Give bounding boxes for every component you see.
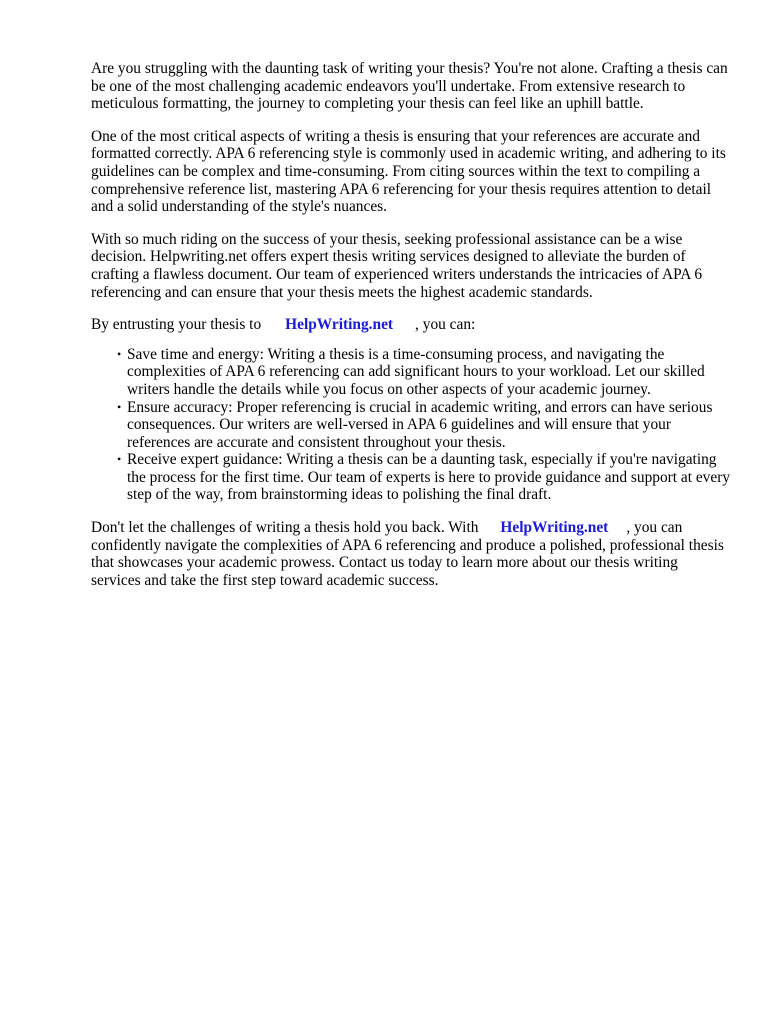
closing-text-before: Don't let the challenges of writing a thesis hold you back. With	[91, 519, 479, 537]
apa-paragraph: One of the most critical aspects of writing a thesis is ensuring that your references are accurate and formatted correctly. APA 6 referencing style is commonly used in academic writing, and adhering to its guidelines can be complex and time-consuming. From citing sources within the text to compiling a comprehensive reference list, mastering APA 6 referencing for your thesis requires attention to detail and a solid understanding of the style's nuances.	[91, 127, 726, 216]
bullet-icon: •	[117, 346, 122, 361]
entrust-text-after: , you can:	[415, 316, 476, 334]
list-item	[117, 345, 731, 399]
bullet-icon: •	[117, 399, 122, 414]
list-item-text: Save time and energy: Writing a thesis is a time-consuming process, and navigating the complexities of APA 6 referencing can add significant hours to your workload. Let our skilled writers handle the details while you focus on other aspects of your academic journey.	[127, 345, 705, 398]
helpwriting-link[interactable]: HelpWriting.net	[285, 316, 394, 334]
helpwriting-link[interactable]: HelpWriting.net	[500, 519, 609, 537]
list-item	[117, 451, 731, 504]
entrust-paragraph	[91, 316, 731, 334]
list-item-text: Receive expert guidance: Writing a thesis can be a daunting task, especially if you're navigating the process for the first time. Our team of experts is here to provide guidance and support at every step of the way, from brainstorming ideas to polishing the final draft.	[127, 451, 731, 504]
benefits-list	[91, 346, 731, 504]
list-item-text: Ensure accuracy: Proper referencing is crucial in academic writing, and errors can have serious consequences. Our writers are well-versed in APA 6 guidelines and will ensure that your references are accurate and consistent throughout your thesis.	[127, 398, 713, 451]
entrust-text-before: By entrusting your thesis to	[91, 316, 262, 334]
closing-text-after: , you can confidently navigate the complexities of APA 6 referencing and produce a polished, professional thesis that showcases your academic prowess. Contact us today to learn more about our thesis writing services and take the first step toward academic success.	[91, 519, 724, 589]
intro-paragraph: Are you struggling with the daunting task of writing your thesis? You're not alone. Crafting a thesis can be one of the most challenging academic endeavors you'll undertake. From extensive research to meticulous formatting, the journey to completing your thesis can feel like an uphill battle.	[91, 60, 728, 113]
document-page	[91, 60, 731, 604]
assistance-paragraph: With so much riding on the success of your thesis, seeking professional assistance can be a wise decision. Helpwriting.net offers expert thesis writing services designed to alleviate the burden of crafting a flawless document. Our team of experienced writers understands the intricacies of APA 6 referencing and can ensure that your thesis meets the highest academic standards.	[91, 230, 703, 301]
closing-paragraph	[91, 519, 731, 589]
bullet-icon: •	[117, 452, 122, 467]
list-item	[117, 398, 731, 452]
